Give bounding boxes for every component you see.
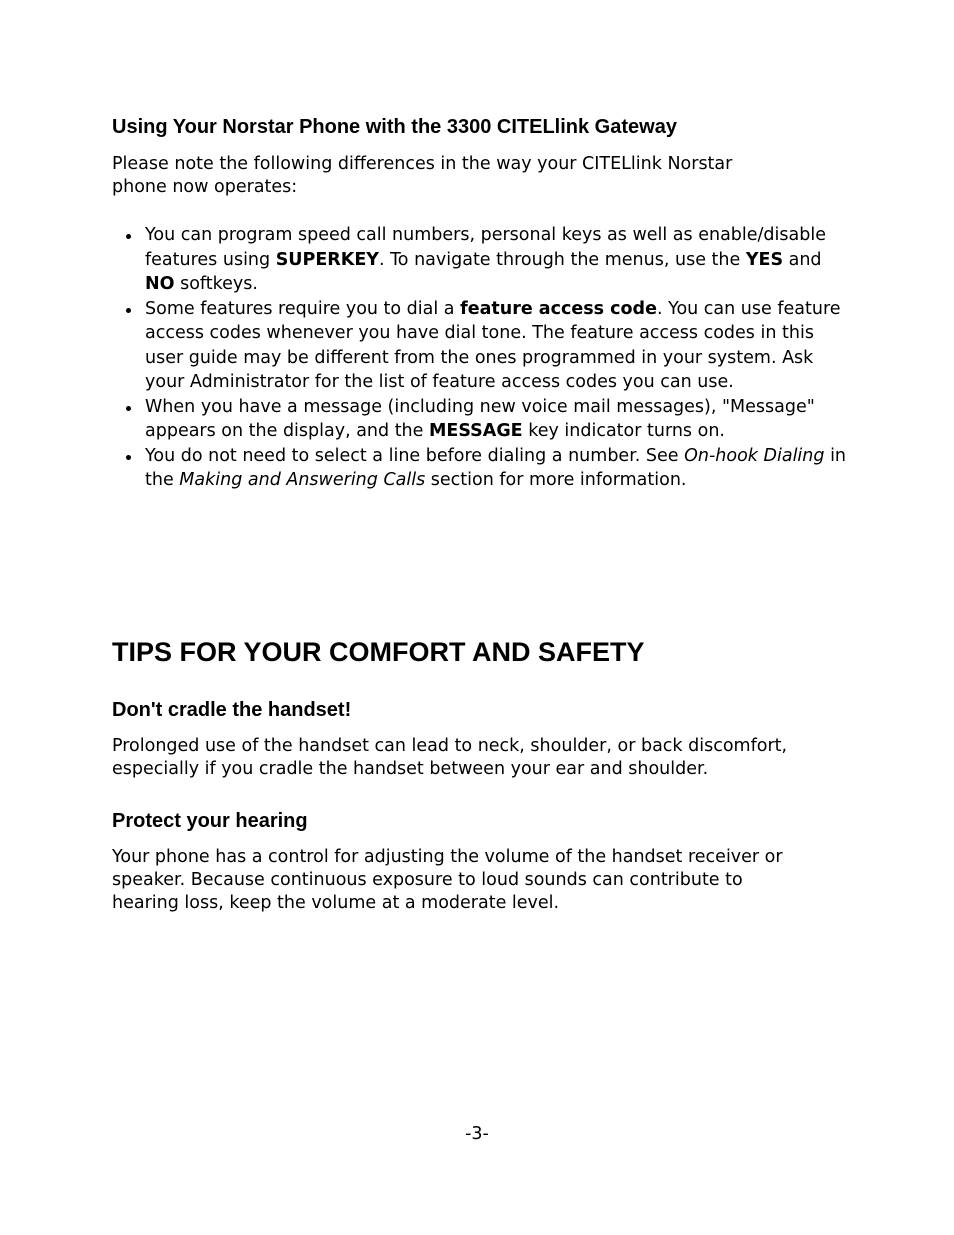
cradle-line-2: especially if you cradle the handset between your ear and shoulder. [112, 759, 709, 779]
bullet-dot-icon [126, 406, 131, 411]
intro-line-1: Please note the following differences in the way your CITELlink Norstar [112, 154, 733, 174]
list-item [112, 297, 847, 395]
list-item-text: You can program speed call numbers, personal keys as well as enable/disable features using [145, 225, 826, 270]
cradle-line-1: Prolonged use of the handset can lead to neck, shoulder, or back discomfort, [112, 736, 788, 756]
list-item-italic: On-hook Dialing [684, 445, 825, 466]
page-title-comfort-safety: TIPS FOR YOUR COMFORT AND SAFETY [112, 637, 645, 667]
list-item-text: key indicator turns on. [522, 421, 725, 441]
hearing-line-3: hearing loss, keep the volume at a moderate level. [112, 893, 560, 913]
section-heading-norstar-gateway: Using Your Norstar Phone with the 3300 CITELlink Gateway [112, 116, 677, 138]
list-item [112, 444, 847, 493]
subheading-cradle-handset: Don't cradle the handset! [112, 699, 352, 721]
list-item [112, 223, 847, 297]
subheading-protect-hearing: Protect your hearing [112, 810, 308, 832]
cradle-paragraph [112, 735, 847, 781]
list-item-text: . To navigate through the menus, use the [378, 249, 746, 270]
list-item-text: in the [145, 445, 847, 490]
differences-list [112, 223, 847, 493]
list-item [112, 395, 847, 444]
bullet-dot-icon [126, 455, 131, 460]
intro-paragraph [112, 153, 847, 199]
list-item-bold: MESSAGE [428, 421, 523, 441]
bullet-dot-icon [126, 234, 131, 239]
list-item-text: section for more information. [425, 470, 687, 490]
hearing-line-2: speaker. Because continuous exposure to loud sounds can contribute to [112, 870, 743, 890]
list-item-text: softkeys. [174, 274, 258, 294]
intro-line-2: phone now operates: [112, 177, 298, 197]
list-item-text: . You can use feature access codes whenever you have dial tone. The feature access codes in this user guide may be different from the ones programmed in your system. Ask your Administrator for the list of feature access codes you can use. [145, 298, 841, 392]
list-item-text: When you have a message (including new voice mail messages), "Message" appears on the display, and the [145, 396, 815, 441]
list-item-bold: SUPERKEY [275, 249, 379, 270]
list-item-italic: Making and Answering Calls [179, 470, 426, 490]
hearing-paragraph [112, 846, 847, 915]
list-item-bold: YES [745, 249, 784, 270]
list-item-text: Some features require you to dial a [145, 298, 461, 319]
bullet-dot-icon [126, 308, 131, 313]
list-item-bold: NO [145, 274, 175, 294]
list-item-text: and [783, 249, 822, 270]
hearing-line-1: Your phone has a control for adjusting the volume of the handset receiver or [112, 847, 783, 867]
page-number: -3- [465, 1124, 489, 1144]
list-item-bold: feature access code [460, 298, 657, 319]
list-item-text: You do not need to select a line before dialing a number. See [145, 445, 685, 466]
